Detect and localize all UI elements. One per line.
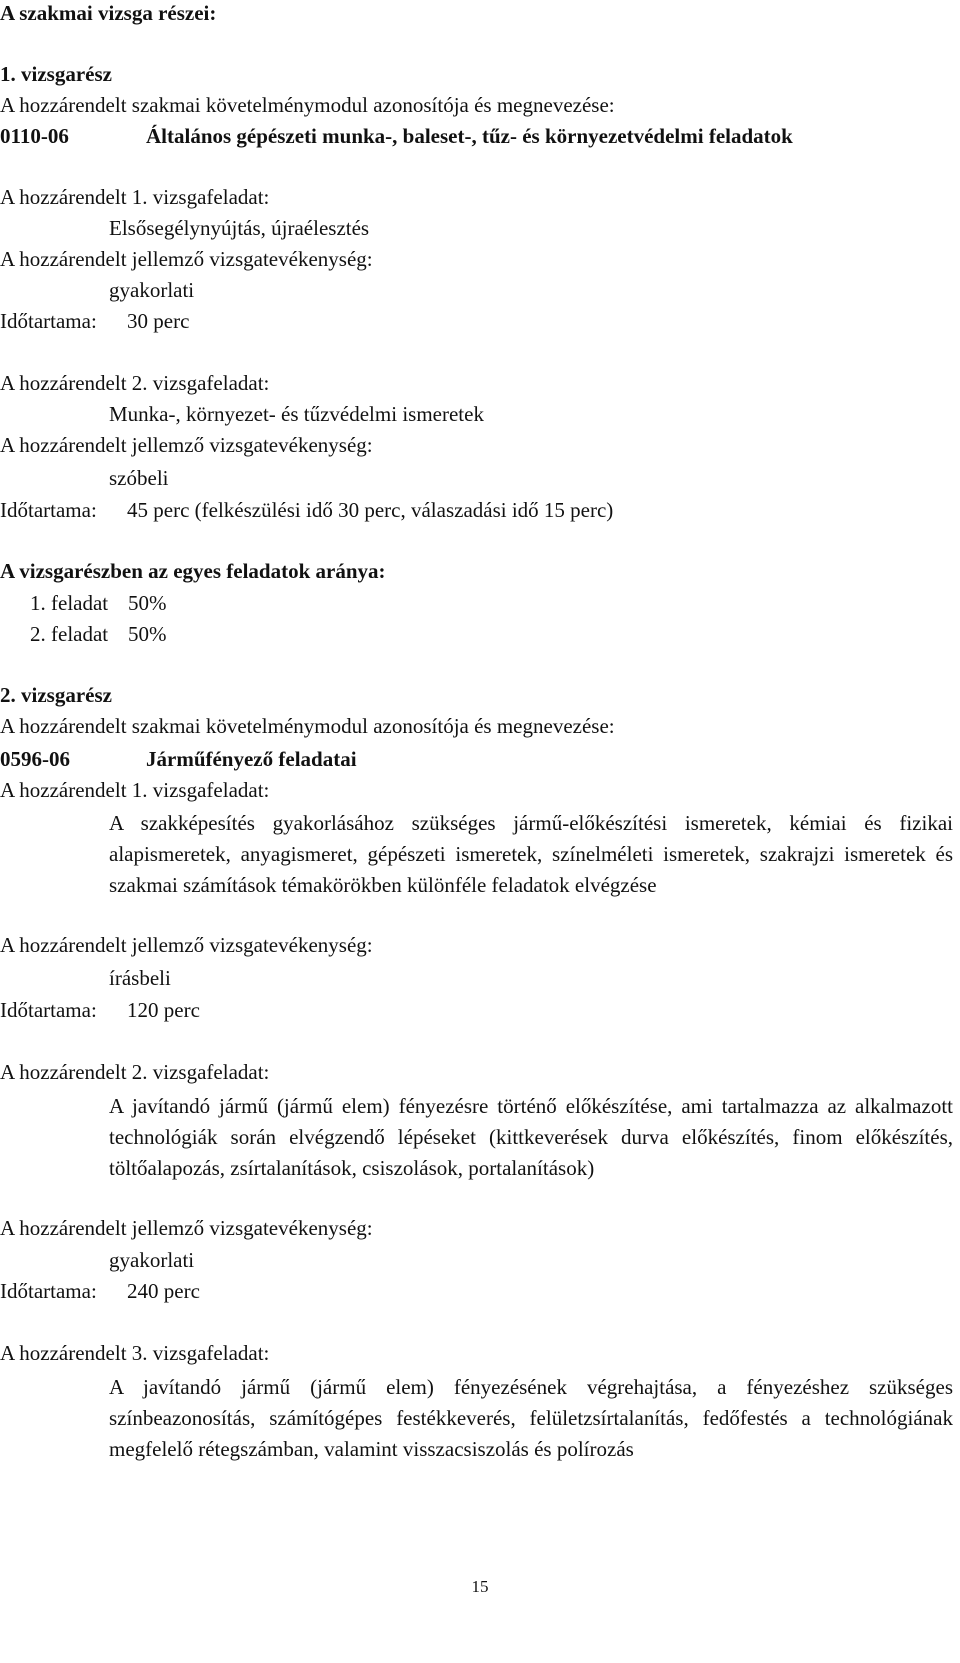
part1-task2-label: A hozzárendelt 2. vizsgafeladat: xyxy=(0,371,270,395)
part2-task1-activity: írásbeli xyxy=(109,966,171,990)
part2-title: 2. vizsgarész xyxy=(0,683,112,707)
part1-task2-activity-label: A hozzárendelt jellemző vizsgatevékenység: xyxy=(0,433,373,457)
part1-module-name: Általános gépészeti munka-, baleset-, tűz- és környezetvédelmi feladatok xyxy=(146,124,793,148)
section-heading: A szakmai vizsga részei: xyxy=(0,1,217,25)
part1-task1-duration: 30 perc xyxy=(127,309,190,333)
part2-task2-description: A javítandó jármű (jármű elem) fényezésre történő előkészítése, ami tartalmazza az alkalmazott technológiák során elvégzendő lépéseket (kittkeverések durva előkészítés, finom előkészítés, töltőalapozás, zsírtalanítások, csiszolások, portalanítások) xyxy=(109,1094,953,1180)
part1-module-line xyxy=(0,123,793,149)
part1-task1-label: A hozzárendelt 1. vizsgafeladat: xyxy=(0,185,270,209)
page-number: 15 xyxy=(471,1577,489,1596)
part2-module-name: Járműfényező feladatai xyxy=(146,747,357,771)
part1-task2-duration: 45 perc (felkészülési idő 30 perc, válaszadási idő 15 perc) xyxy=(127,498,614,522)
part2-task2-activity-label: A hozzárendelt jellemző vizsgatevékenység: xyxy=(0,1216,373,1240)
ratio-task: 1. feladat xyxy=(30,591,109,615)
part2-task2-label: A hozzárendelt 2. vizsgafeladat: xyxy=(0,1060,270,1084)
part1-task1-activity: gyakorlati xyxy=(109,278,195,302)
part2-task1-activity-label: A hozzárendelt jellemző vizsgatevékenység: xyxy=(0,933,373,957)
part2-module-code: 0596-06 xyxy=(0,747,70,771)
ratio-value: 50% xyxy=(128,622,167,646)
part2-task3-label: A hozzárendelt 3. vizsgafeladat: xyxy=(0,1341,270,1365)
part1-task1-duration-label: Időtartama: xyxy=(0,309,97,333)
part2-task1-description: A szakképesítés gyakorlásához szükséges jármű-előkészítési ismeretek, kémiai és fizikai alapismeretek, anyagismeret, gépészeti ismeretek, színelméleti ismeretek, szakrajzi ismeretek és szakmai számítások témakörökben különféle feladatok elvégzése xyxy=(109,811,953,897)
part1-ratio-title: A vizsgarészben az egyes feladatok aránya: xyxy=(0,559,386,583)
part1-task2-name: Munka-, környezet- és tűzvédelmi ismeretek xyxy=(109,402,484,426)
part2-task1-duration-line xyxy=(0,997,200,1023)
part1-task1-activity-label: A hozzárendelt jellemző vizsgatevékenység: xyxy=(0,247,373,271)
part2-module-line xyxy=(0,746,357,772)
part1-module-code: 0110-06 xyxy=(0,124,69,148)
part1-task2-activity: szóbeli xyxy=(109,466,169,490)
part1-module-intro: A hozzárendelt szakmai követelménymodul azonosítója és megnevezése: xyxy=(0,93,615,117)
part2-task2-duration-label: Időtartama: xyxy=(0,1279,97,1303)
ratio-task: 2. feladat xyxy=(30,622,109,646)
part2-task1-label: A hozzárendelt 1. vizsgafeladat: xyxy=(0,778,270,802)
part1-task2-duration-line xyxy=(0,497,614,523)
part2-task3-description: A javítandó jármű (jármű elem) fényezésének végrehajtása, a fényezéshez szükséges színbeazonosítás, számítógépes festékkeverés, felületzsírtalanítás, fedőfestés a technológiának megfelelő rétegszámban, valamint visszacsiszolás és polírozás xyxy=(109,1375,953,1461)
part2-task1-duration: 120 perc xyxy=(127,998,200,1022)
part2-task2-duration-line xyxy=(0,1278,200,1304)
part1-ratio-row xyxy=(30,621,167,647)
part1-task2-duration-label: Időtartama: xyxy=(0,498,97,522)
part2-module-intro: A hozzárendelt szakmai követelménymodul azonosítója és megnevezése: xyxy=(0,714,615,738)
part1-task1-duration-line xyxy=(0,308,190,334)
part1-ratio-row xyxy=(30,590,167,616)
part1-task1-name: Elsősegélynyújtás, újraélesztés xyxy=(109,216,370,240)
part1-title: 1. vizsgarész xyxy=(0,62,112,86)
part2-task1-duration-label: Időtartama: xyxy=(0,998,97,1022)
part2-task2-duration: 240 perc xyxy=(127,1279,200,1303)
ratio-value: 50% xyxy=(128,591,167,615)
part2-task2-activity: gyakorlati xyxy=(109,1248,195,1272)
